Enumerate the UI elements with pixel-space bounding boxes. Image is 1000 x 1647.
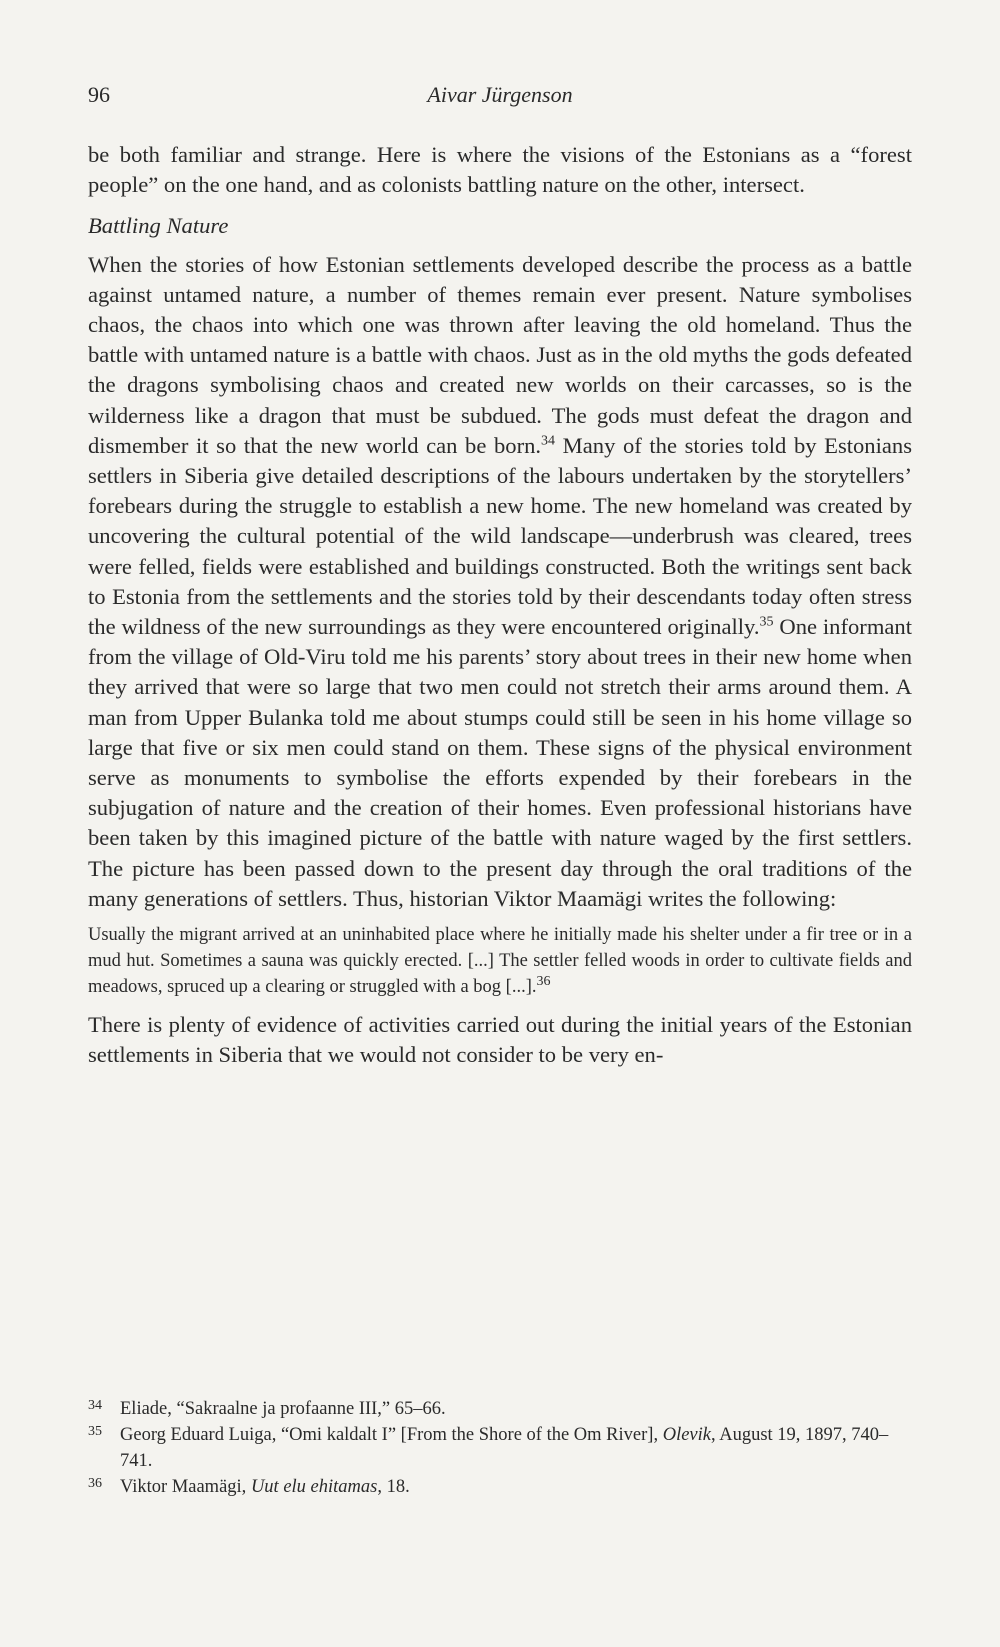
section-heading: Battling Nature	[88, 213, 229, 239]
footnote	[88, 1422, 912, 1474]
paragraph	[88, 250, 912, 914]
running-head: Aivar Jürgenson	[427, 82, 573, 107]
footnote-text	[120, 1477, 410, 1497]
paragraph-text: One informant from the village of Old-Viru told me his parents’ story about trees in their new home when they arrived that were so large that two men could not stretch their arms around them. A man from Upper Bulanka told me about stumps could still be seen in his home village so large that five or six men could stand on them. These signs of the physical environment serve as monuments to symbolise the efforts expended by their forebears in the subjugation of nature and the creation of their homes. Even professional historians have been taken by this imagined picture of the battle with nature waged by the first settlers. The picture has been passed down to the present day through the oral traditions of the many generations of settlers. Thus, historian Viktor Maamägi writes the following:	[88, 614, 912, 911]
footnote	[88, 1396, 912, 1422]
footnote-text	[120, 1399, 446, 1419]
footnotes	[88, 1396, 912, 1500]
footnote-ref[interactable]: 35	[759, 614, 774, 630]
footnote-text-part: Eliade, “Sakraalne ja profaanne III,” 65–66.	[120, 1399, 446, 1419]
footnote-text	[120, 1425, 888, 1471]
footnote	[88, 1474, 912, 1500]
block-quote	[88, 922, 912, 1000]
footnote-text-part: Viktor Maamägi,	[120, 1477, 251, 1497]
footnote-text-part: , 18.	[377, 1477, 410, 1497]
footnote-text-part: Georg Eduard Luiga, “Omi kaldalt I” [From the Shore of the Om River],	[120, 1425, 663, 1445]
paragraph-text: When the stories of how Estonian settlements developed describe the process as a battle against untamed nature, a number of themes remain ever present. Nature symbolises chaos, the chaos into which one was thrown after leaving the old homeland. Thus the battle with untamed nature is a battle with chaos. Just as in the old myths the gods defeated the dragons symbolising chaos and created new worlds on their carcasses, so is the wilderness like a dragon that must be subdued. The gods must defeat the dragon and dismember it so that the new world can be born.	[88, 251, 912, 458]
footnote-source-title: Uut elu ehitamas	[250, 1477, 378, 1497]
footnote-number: 34	[88, 1398, 102, 1413]
footnote-number: 35	[88, 1424, 102, 1439]
body-text	[88, 140, 912, 1070]
paragraph: be both familiar and strange. Here is where the visions of the Estonians as a “forest people” on the one hand, and as colonists battling nature on the other, intersect.	[88, 142, 912, 198]
footnote-number: 36	[88, 1476, 102, 1491]
quote-text: Usually the migrant arrived at an uninhabited place where he initially made his shelter under a fir tree or in a mud hut. Sometimes a sauna was quickly erected. [...] The settler felled woods in order to cultivate fields and meadows, spruced up a clearing or struggled with a bog [...].	[88, 925, 912, 998]
footnote-text-part: , August 19, 1897, 740–741.	[120, 1425, 889, 1471]
page-number: 96	[88, 82, 110, 107]
footnote-ref[interactable]: 36	[536, 973, 551, 989]
paragraph: There is plenty of evidence of activities carried out during the initial years of the Estonian settlements in Siberia that we would not consider to be very en-	[88, 1012, 912, 1068]
page-header	[88, 82, 912, 112]
paragraph-text: Many of the stories told by Estonians settlers in Siberia give detailed descriptions of the labours undertaken by the storytellers’ forebears during the struggle to establish a new home. The new homeland was created by uncovering the cultural potential of the wild landscape—underbrush was cleared, trees were felled, fields were established and buildings constructed. Both the writings sent back to Estonia from the settlements and the stories told by their descendants today often stress the wildness of the new surroundings as they were encountered originally.	[88, 432, 912, 640]
footnote-ref[interactable]: 34	[541, 433, 556, 449]
footnote-source-title: Olevik	[662, 1425, 711, 1445]
